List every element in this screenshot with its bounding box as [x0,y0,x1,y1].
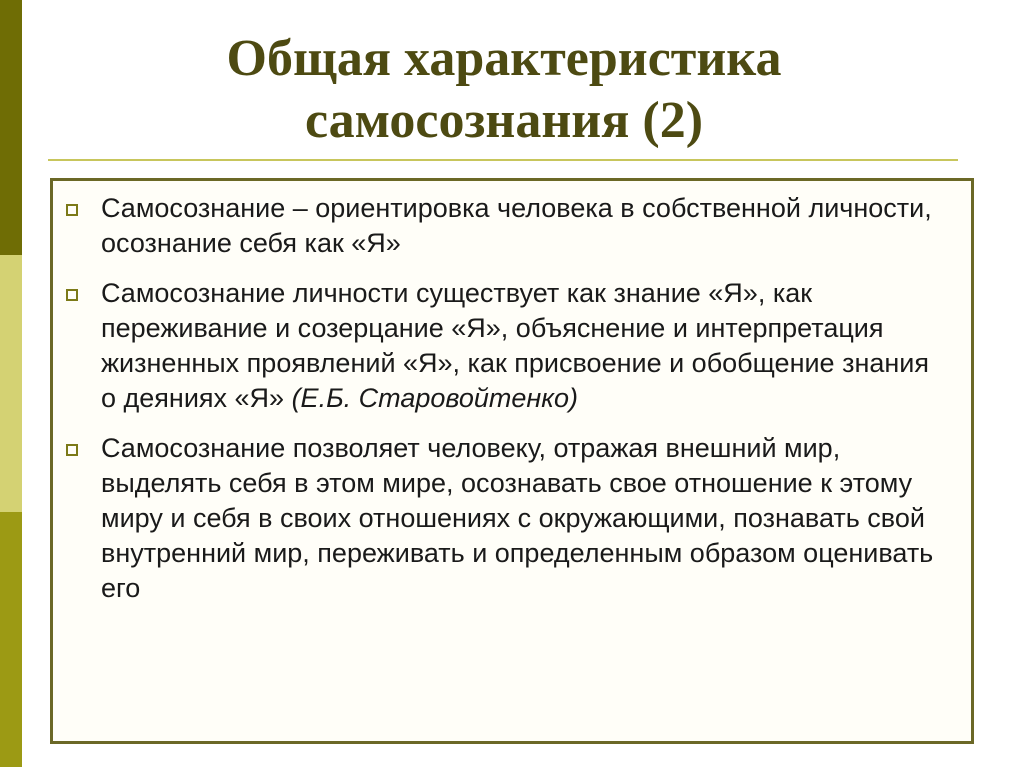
bullet-text-2: Самосознание личности существует как знание «Я», как переживание и созерцание «Я», объяснение и интерпретация жизненных проявлений «Я», как присвоение и обобщение знания о деяниях «Я» [101,278,929,413]
slide-title [48,28,960,152]
bullet-item-1 [53,191,971,261]
content-box [50,178,974,744]
side-bar-middle [0,255,22,512]
square-bullet-icon [66,204,78,216]
square-bullet-icon [66,444,78,456]
bullet-text-3: Самосознание позволяет человеку, отражая внешний мир, выделять себя в этом мире, осознавать свое отношение к этому миру и себя в своих отношениях с окружающими, познавать свой внутренний мир, переживать и определенным образом оценивать его [101,433,934,603]
side-bar-bottom [0,512,22,767]
slide-title-line-2: самосознания (2) [304,92,704,149]
square-bullet-icon [66,289,78,301]
bullet-citation-2: (Е.Б. Старовойтенко) [291,383,579,413]
side-bar-top [0,0,22,255]
title-divider [48,159,958,161]
bullet-list [53,191,971,621]
bullet-item-2 [53,276,971,416]
bullet-text-1: Самосознание – ориентировка человека в собственной личности, осознание себя как «Я» [101,193,932,258]
bullet-item-3 [53,431,971,606]
slide-title-line-1: Общая характеристика [226,30,782,87]
